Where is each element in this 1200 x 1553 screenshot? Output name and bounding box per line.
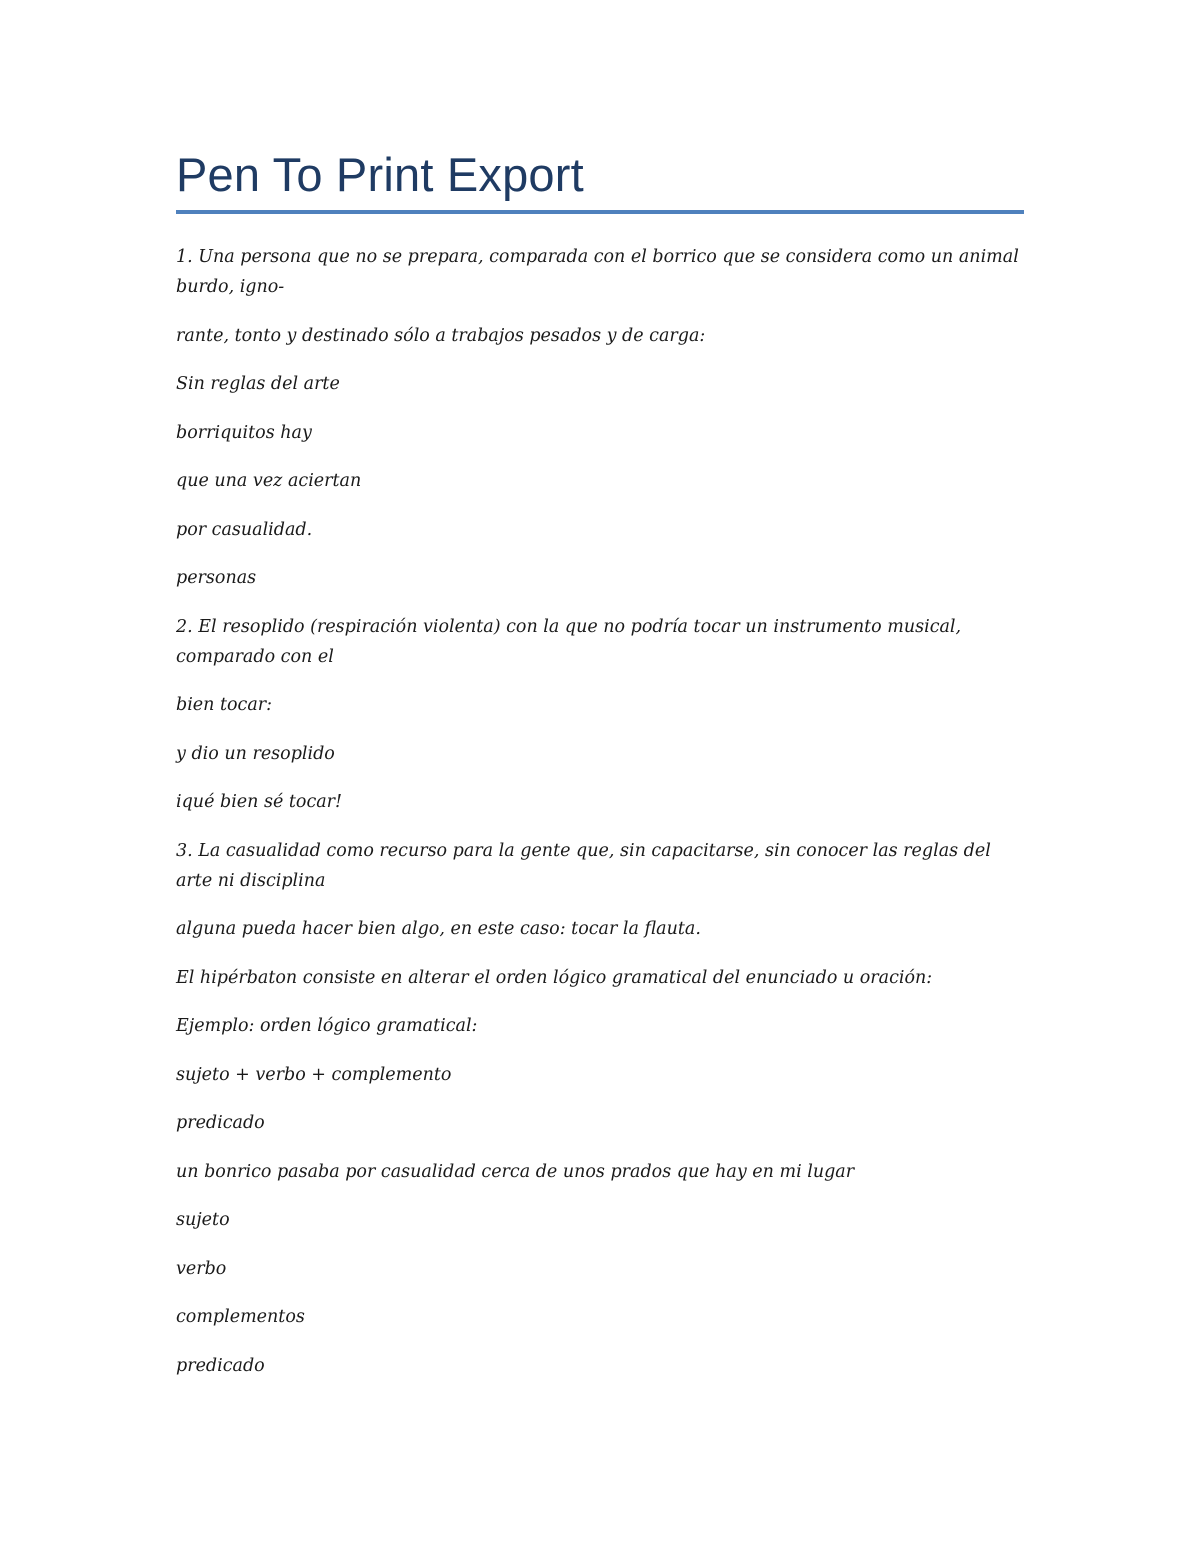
paragraph: sujeto + verbo + complemento xyxy=(176,1064,452,1085)
document-page xyxy=(176,140,1024,1399)
paragraph: verbo xyxy=(176,1258,227,1279)
paragraph: y dio un resoplido xyxy=(176,743,335,764)
paragraph: borriquitos hay xyxy=(176,422,312,443)
paragraph: rante, tonto y destinado sólo a trabajos pesados y de carga: xyxy=(176,325,706,346)
paragraph: Sin reglas del arte xyxy=(176,374,340,394)
paragraph: iqué bien sé tocar! xyxy=(176,792,343,812)
paragraph: un bonrico pasaba por casualidad cerca de unos prados que hay en mi lugar xyxy=(176,1161,855,1182)
paragraph: El hipérbaton consiste en alterar el orden lógico gramatical del enunciado u oración: xyxy=(176,967,933,988)
paragraph: alguna pueda hacer bien algo, en este caso: tocar la flauta. xyxy=(176,919,701,939)
paragraph: Ejemplo: orden lógico gramatical: xyxy=(176,1016,478,1036)
paragraph: bien tocar: xyxy=(176,695,273,715)
paragraph: personas xyxy=(176,568,257,588)
paragraph: 1. Una persona que no se prepara, comparada con el borrico que se considera como un animal burdo, igno- xyxy=(176,247,1019,297)
paragraph: sujeto xyxy=(176,1210,230,1230)
paragraph: que una vez aciertan xyxy=(176,471,362,491)
paragraph: 3. La casualidad como recurso para la gente que, sin capacitarse, sin conocer las reglas del arte ni disciplina xyxy=(176,840,991,891)
title-underline-rule xyxy=(176,210,1024,214)
paragraph: predicado xyxy=(176,1113,265,1133)
paragraph: predicado xyxy=(176,1355,265,1376)
paragraph: 2. El resoplido (respiración violenta) con la que no podría tocar un instrumento musical, comparado con el xyxy=(176,616,962,667)
paragraph: por casualidad. xyxy=(176,519,313,540)
document-body xyxy=(176,242,1024,1381)
document-title: Pen To Print Export xyxy=(176,148,584,201)
paragraph: complementos xyxy=(176,1307,305,1327)
